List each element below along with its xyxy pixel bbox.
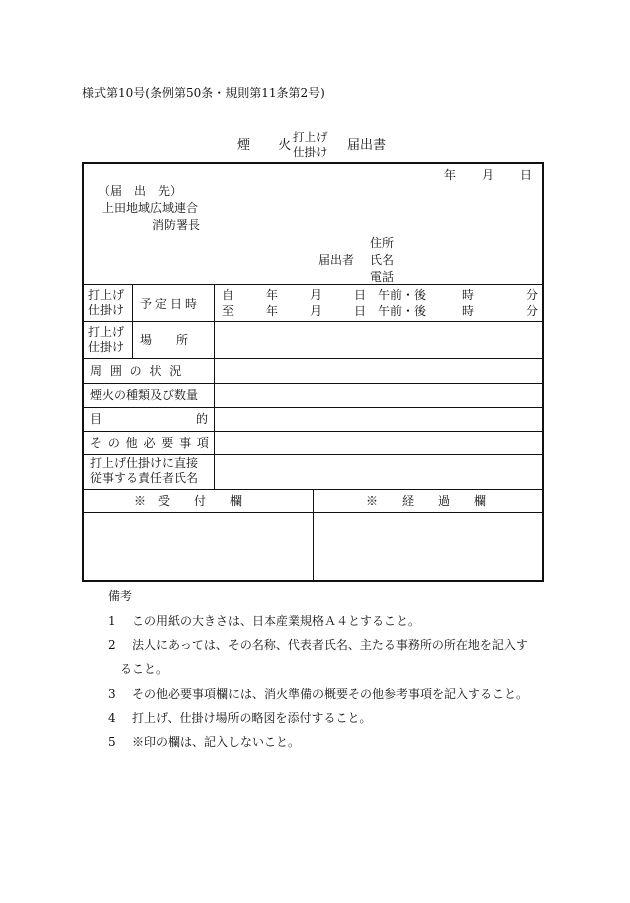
title-option-shikake: 仕掛け (293, 144, 328, 159)
location-kind-shikake: 仕掛け (88, 340, 125, 354)
notification-form-table (82, 162, 544, 582)
other-label: そ の 他 必 要 事 項 (90, 436, 210, 450)
schedule-kind-uchiage: 打上げ (88, 288, 125, 302)
notes-title: 備考 (108, 589, 133, 603)
schedule-to-day: 日 (354, 304, 367, 318)
addressee-title: 消防署長 (152, 218, 201, 232)
schedule-label: 予定日時 (140, 297, 201, 311)
applicant-label: 届出者 (318, 253, 355, 267)
schedule-to-month: 月 (310, 304, 323, 318)
responsible-label (90, 456, 198, 486)
note-text: ること。 (120, 662, 169, 676)
note-text: その他必要事項欄には、消火準備の概要その他参考事項を記入すること。 (132, 687, 529, 701)
note-text: 打上げ、仕掛け場所の略図を添付すること。 (132, 711, 372, 725)
note-text: 法人にあっては、その名称、代表者氏名、主たる事務所の所在地を記入す (132, 638, 528, 652)
schedule-from-mark: 自 (222, 288, 235, 302)
form-number: 様式第10号(条例第50条・規則第11条第2号) (82, 86, 325, 100)
schedule-from-minute: 分 (526, 288, 539, 302)
schedule-from-year: 年 (266, 288, 279, 302)
form-title-suffix: 届出書 (347, 138, 387, 153)
schedule-kind (88, 288, 124, 318)
location-kind (88, 325, 124, 355)
form-title-prefix: 煙 火 (237, 138, 304, 153)
fireworks-type-label: 煙火の種類及び数量 (90, 388, 199, 402)
schedule-to-mark: 至 (222, 304, 235, 318)
note-number: 3 (108, 687, 116, 701)
note-number: 2 (108, 638, 116, 652)
location-kind-uchiage: 打上げ (88, 325, 125, 339)
schedule-from-ampm: 午前・後 (378, 288, 427, 302)
note-number: 1 (108, 614, 116, 628)
note-number: 5 (108, 735, 116, 749)
schedule-from-month: 月 (310, 288, 323, 302)
note-text: ※印の欄は、記入しないこと。 (132, 735, 301, 749)
schedule-to-minute: 分 (526, 304, 539, 318)
form-title-options (293, 130, 337, 160)
date-day-label: 日 (520, 168, 533, 182)
progress-header: ※ 経 過 欄 (366, 494, 487, 508)
addressee-organization: 上田地域広域連合 (102, 201, 199, 215)
title-option-uchiage: 打上げ (293, 130, 328, 144)
applicant-address-label: 住所 (370, 236, 395, 250)
schedule-to-year: 年 (266, 304, 279, 318)
responsible-label-line2: 従事する責任者氏名 (90, 471, 199, 485)
applicant-phone-label: 電話 (370, 270, 395, 284)
responsible-label-line1: 打上げ仕掛けに直接 (90, 456, 199, 470)
location-label: 場 所 (140, 333, 189, 347)
schedule-kind-shikake: 仕掛け (88, 303, 125, 317)
purpose-label-left: 目 (90, 412, 103, 426)
addressee-label: （届 出 先） (98, 184, 183, 198)
reception-header: ※ 受 付 欄 (134, 494, 243, 508)
purpose-label-right: 的 (196, 412, 209, 426)
schedule-to-hour: 時 (462, 304, 475, 318)
note-number: 4 (108, 711, 116, 725)
date-year-label: 年 (444, 168, 457, 182)
schedule-from-day: 日 (354, 288, 367, 302)
note-text: この用紙の大きさは、日本産業規格Ａ４とすること。 (132, 614, 421, 628)
schedule-from-hour: 時 (462, 288, 475, 302)
schedule-to-ampm: 午前・後 (378, 304, 427, 318)
date-month-label: 月 (482, 168, 495, 182)
surroundings-label: 周 囲 の 状 況 (90, 364, 184, 378)
applicant-name-label: 氏名 (370, 253, 395, 267)
